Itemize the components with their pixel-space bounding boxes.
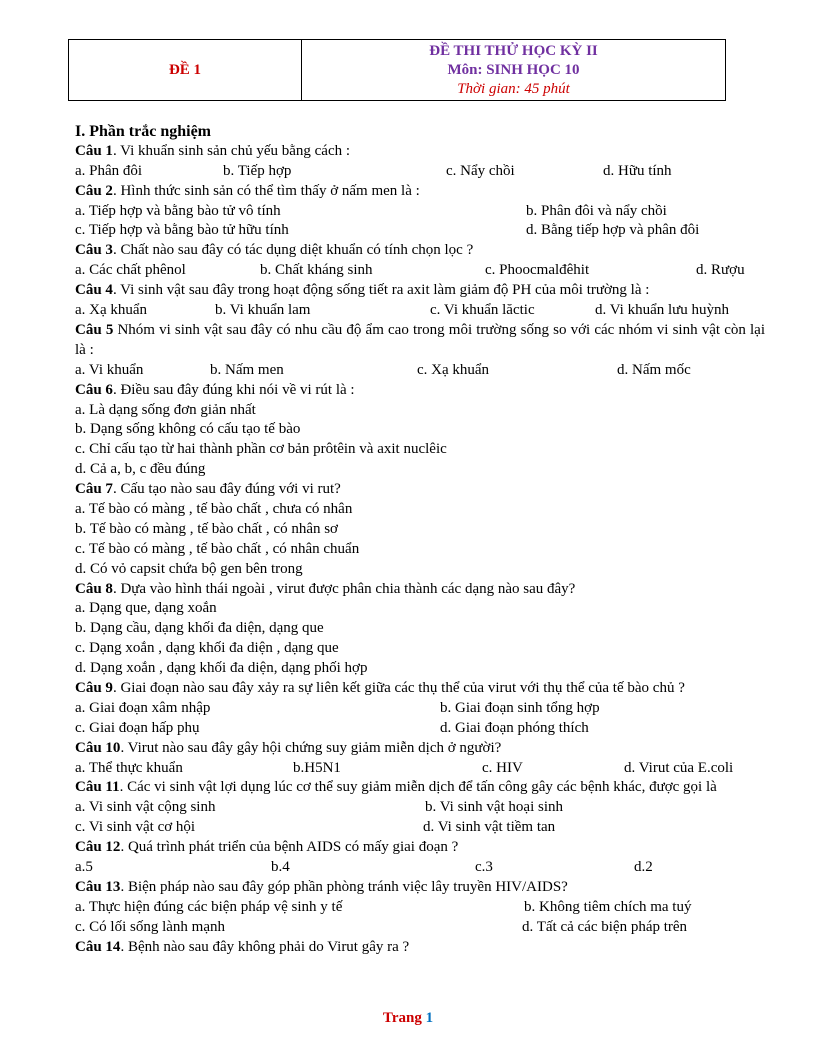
- question-10: Câu 10. Virut nào sau đây gây hội chứng suy giảm miễn dịch ở người?: [75, 739, 502, 756]
- question-11-options-2: [75, 818, 765, 838]
- exam-title: ĐỀ THI THỬ HỌC KỲ II: [429, 42, 598, 59]
- question-3-options: [75, 261, 765, 281]
- question-2-options-2: [75, 221, 765, 241]
- exam-time: Thời gian: 45 phút: [457, 80, 570, 97]
- q9-option-d[interactable]: d. Giai đoạn phóng thích: [440, 719, 589, 736]
- q3-option-b[interactable]: b. Chất kháng sinh: [260, 262, 373, 279]
- q12-option-b[interactable]: b.4: [271, 859, 290, 876]
- q1-option-d[interactable]: d. Hữu tính: [603, 162, 672, 179]
- q4-option-b[interactable]: b. Vi khuẩn lam: [215, 302, 311, 319]
- q8-option-b[interactable]: b. Dạng cầu, dạng khối đa diện, dạng que: [75, 620, 324, 637]
- q13-option-a[interactable]: a. Thực hiện đúng các biện pháp vệ sinh y tế: [75, 898, 343, 915]
- q10-option-d[interactable]: d. Virut của E.coli: [624, 759, 734, 776]
- question-3: Câu 3. Chất nào sau đây có tác dụng diệt khuẩn có tính chọn lọc ?: [75, 242, 474, 259]
- page-footer: [0, 1010, 816, 1027]
- exam-subject: Môn: SINH HỌC 10: [447, 61, 580, 78]
- q3-option-d[interactable]: d. Rượu: [696, 262, 745, 279]
- q4-option-d[interactable]: d. Vi khuẩn lưu huỳnh: [595, 302, 730, 319]
- q11-option-a[interactable]: a. Vi sinh vật cộng sinh: [75, 799, 216, 816]
- question-11: Câu 11. Các vi sinh vật lợi dụng lúc cơ thể suy giảm miễn dịch để tấn công gây các bệnh khác, được gọi là: [75, 779, 717, 796]
- question-10-options: [75, 759, 765, 779]
- question-6: Câu 6. Điều sau đây đúng khi nói về vi rút là :: [75, 381, 355, 398]
- question-4-options: [75, 301, 765, 321]
- exam-code: ĐỀ 1: [168, 61, 202, 78]
- question-12: Câu 12. Quá trình phát triển của bệnh AIDS có mấy giai đoạn ?: [75, 839, 459, 856]
- exam-content: [75, 122, 765, 957]
- q13-option-b[interactable]: b. Không tiêm chích ma tuý: [524, 898, 692, 915]
- q1-option-a[interactable]: a. Phân đôi: [75, 162, 143, 179]
- q5-option-d[interactable]: d. Nấm mốc: [617, 361, 691, 378]
- q9-option-b[interactable]: b. Giai đoạn sinh tổng hợp: [440, 699, 600, 716]
- question-5: Câu 5 Nhóm vi sinh vật sau đây có nhu cầu độ ẩm cao trong môi trường sống so với các nhóm vi sinh vật còn lại là :: [75, 321, 765, 358]
- q5-option-a[interactable]: a. Vi khuẩn: [75, 361, 144, 378]
- question-11-options-1: [75, 798, 765, 818]
- exam-code-cell: [69, 40, 302, 100]
- q11-option-b[interactable]: b. Vi sinh vật hoại sinh: [425, 799, 563, 816]
- question-1: Câu 1. Vi khuẩn sinh sản chủ yếu bằng cách :: [75, 142, 351, 159]
- q12-option-c[interactable]: c.3: [475, 859, 493, 876]
- q3-option-c[interactable]: c. Phoocmalđêhit: [485, 262, 590, 279]
- q7-option-d[interactable]: d. Có vỏ capsit chứa bộ gen bên trong: [75, 560, 303, 577]
- q11-option-c[interactable]: c. Vi sinh vật cơ hội: [75, 819, 196, 836]
- exam-info-cell: [302, 40, 725, 100]
- q7-option-a[interactable]: a. Tế bào có màng , tế bào chất , chưa có nhân: [75, 500, 353, 517]
- q13-option-d[interactable]: d. Tất cả các biện pháp trên: [522, 918, 688, 935]
- header-table: [68, 39, 726, 101]
- question-7: Câu 7. Cấu tạo nào sau đây đúng với vi rut?: [75, 481, 341, 498]
- question-2-options-1: [75, 202, 765, 222]
- page-label: Trang: [382, 1010, 422, 1026]
- q4-option-c[interactable]: c. Vi khuẩn lăctic: [430, 302, 535, 319]
- q6-option-a[interactable]: a. Là dạng sống đơn giản nhất: [75, 401, 256, 418]
- q2-option-d[interactable]: d. Bằng tiếp hợp và phân đôi: [526, 222, 700, 239]
- section-title: I. Phần trắc nghiệm: [75, 123, 211, 140]
- question-13: Câu 13. Biện pháp nào sau đây góp phần phòng tránh việc lây truyền HIV/AIDS?: [75, 878, 568, 895]
- q9-option-a[interactable]: a. Giai đoạn xâm nhập: [75, 699, 211, 716]
- question-2: Câu 2. Hình thức sinh sản có thể tìm thấy ở nấm men là :: [75, 182, 420, 199]
- q10-option-b[interactable]: b.H5N1: [293, 759, 341, 776]
- q2-option-c[interactable]: c. Tiếp hợp và bằng bào tử hữu tính: [75, 222, 289, 239]
- q8-option-d[interactable]: d. Dạng xoắn , dạng khối đa diện, dạng phối hợp: [75, 660, 368, 677]
- q1-option-c[interactable]: c. Nẩy chồi: [446, 162, 515, 179]
- question-5-options: [75, 361, 765, 381]
- q2-option-a[interactable]: a. Tiếp hợp và bằng bào tử vô tính: [75, 202, 281, 219]
- q6-option-d[interactable]: d. Cả a, b, c đều đúng: [75, 461, 206, 478]
- q11-option-d[interactable]: d. Vi sinh vật tiềm tan: [423, 819, 556, 836]
- question-13-options-1: [75, 898, 765, 918]
- question-4: Câu 4. Vi sinh vật sau đây trong hoạt động sống tiết ra axit làm giảm độ PH của môi trường là :: [75, 282, 650, 299]
- question-13-options-2: [75, 918, 765, 938]
- q4-option-a[interactable]: a. Xạ khuẩn: [75, 302, 148, 319]
- question-8: Câu 8. Dựa vào hình thái ngoài , virut được phân chia thành các dạng nào sau đây?: [75, 580, 576, 597]
- question-12-options: [75, 858, 765, 878]
- q10-option-c[interactable]: c. HIV: [482, 759, 523, 776]
- q8-option-c[interactable]: c. Dạng xoắn , dạng khối đa diện , dạng que: [75, 640, 339, 657]
- q6-option-c[interactable]: c. Chỉ cấu tạo từ hai thành phần cơ bản prôtêin và axit nuclêic: [75, 441, 447, 458]
- q3-option-a[interactable]: a. Các chất phênol: [75, 262, 186, 279]
- q5-option-c[interactable]: c. Xạ khuẩn: [417, 361, 490, 378]
- question-1-options: [75, 162, 765, 182]
- q6-option-b[interactable]: b. Dạng sống không có cấu tạo tế bào: [75, 421, 301, 438]
- page-number: 1: [425, 1010, 434, 1026]
- q13-option-c[interactable]: c. Có lối sống lành mạnh: [75, 918, 225, 935]
- q8-option-a[interactable]: a. Dạng que, dạng xoắn: [75, 600, 217, 617]
- q12-option-a[interactable]: a.5: [75, 859, 93, 876]
- q5-option-b[interactable]: b. Nấm men: [210, 361, 284, 378]
- question-9: Câu 9. Giai đoạn nào sau đây xảy ra sự liên kết giữa các thụ thể của virut với thụ thể của tế bào chủ ?: [75, 679, 685, 696]
- question-9-options-2: [75, 719, 765, 739]
- q7-option-c[interactable]: c. Tế bào có màng , tế bào chất , có nhân chuẩn: [75, 540, 360, 557]
- q12-option-d[interactable]: d.2: [634, 859, 653, 876]
- question-14: Câu 14. Bệnh nào sau đây không phải do Virut gây ra ?: [75, 938, 410, 955]
- question-9-options-1: [75, 699, 765, 719]
- q7-option-b[interactable]: b. Tế bào có màng , tế bào chất , có nhân sơ: [75, 520, 338, 537]
- q2-option-b[interactable]: b. Phân đôi và nẩy chồi: [526, 202, 667, 219]
- q1-option-b[interactable]: b. Tiếp hợp: [223, 162, 292, 179]
- q9-option-c[interactable]: c. Giai đoạn hấp phụ: [75, 719, 200, 736]
- q10-option-a[interactable]: a. Thể thực khuẩn: [75, 759, 183, 776]
